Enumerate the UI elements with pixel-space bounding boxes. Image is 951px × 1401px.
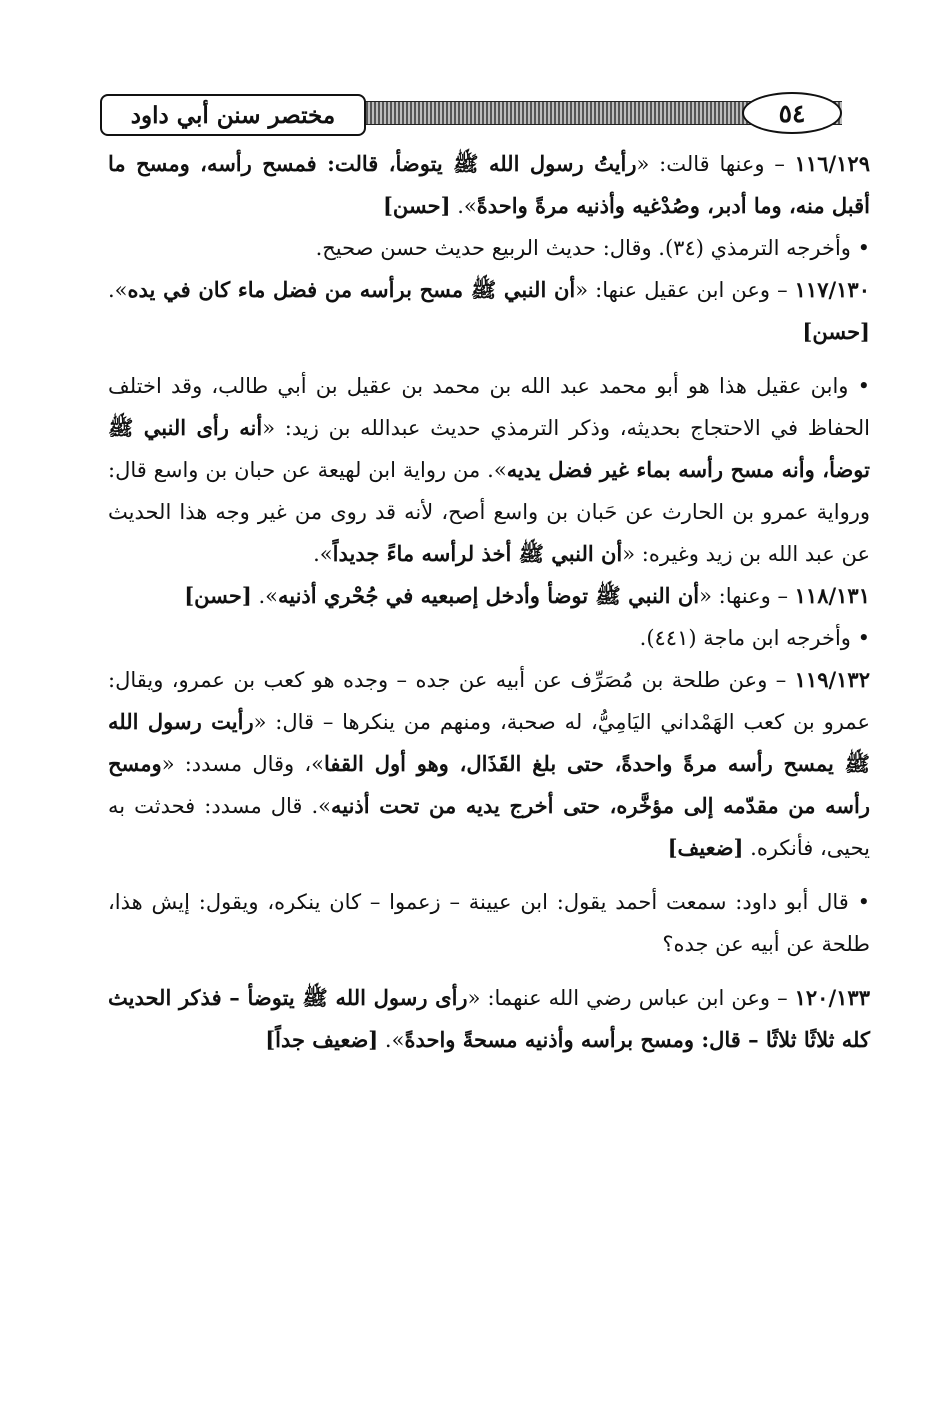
hadith-text: أن النبي ﷺ توضأ وأدخل إصبعيه في جُحْري أذنيه bbox=[277, 583, 700, 608]
commentary-text: ». bbox=[313, 542, 333, 566]
hadith-close: ». قال مسدد: فحدثت به يحيى، فأنكره. bbox=[108, 794, 870, 860]
book-title: مختصر سنن أبي داود bbox=[100, 94, 366, 136]
hadith-text: رأيتُ رسول الله ﷺ يتوضأ، قالت: فمسح رأسه، ومسح ما أقبل منه، وما أدبر، وصُدْغيه وأذنيه مرةً واحدةً bbox=[108, 151, 870, 218]
hadith-text: ومسح رأسه من مقدّمه إلى مؤخَّره، حتى أخرج يديه من تحت أذنيه bbox=[108, 751, 870, 818]
hadith-grade: [حسن] bbox=[184, 583, 252, 608]
hadith-number: ١١٨/١٣١ bbox=[794, 583, 870, 608]
hadith-intro: – وعنها: « bbox=[699, 584, 795, 608]
hadith-number: ١١٦/١٢٩ bbox=[794, 151, 870, 176]
hadith-grade: [ضعيف جداً] bbox=[265, 1027, 379, 1052]
hadith-close: ». bbox=[378, 1028, 405, 1052]
hadith-intro: – وعن طلحة بن مُصَرِّف عن أبيه عن جده – وجده هو كعب بن عمرو، ويقال: عمرو بن كعب الهَمْداني اليَامِيُّ، له صحبة، ومنهم من ينكرها – قال: « bbox=[108, 668, 870, 734]
hadith-text: رأى رسول الله ﷺ يتوضأ – فذكر الحديث كله ثلاثًا ثلاثًا – قال: ومسح برأسه وأذنيه مسحةً واحدةً bbox=[108, 985, 870, 1052]
hadith-grade: [حسن] bbox=[802, 319, 870, 344]
commentary-note bbox=[108, 365, 870, 575]
page-header bbox=[100, 92, 872, 138]
hadith-number: ١٢٠/١٣٣ bbox=[794, 985, 870, 1010]
hadith-text: أن النبي ﷺ مسح برأسه من فضل ماء كان في يده bbox=[127, 277, 576, 302]
hadith-131 bbox=[108, 575, 870, 617]
hadith-text: رأيت رسول الله ﷺ يمسح رأسه مرةً واحدةً، حتى بلغ القَذَال، وهو أول القفا bbox=[108, 709, 870, 776]
hadith-129 bbox=[108, 143, 870, 227]
quoted-text: أنه رأى النبي ﷺ توضأ، وأنه مسح رأسه بماء غير فضل يديه bbox=[108, 415, 870, 482]
hadith-close: ». bbox=[450, 194, 477, 218]
hadith-intro: – وعنها قالت: « bbox=[636, 152, 795, 176]
hadith-intro: – وعن ابن عقيل عنها: « bbox=[575, 278, 795, 302]
hadith-grade: [حسن] bbox=[382, 193, 451, 218]
commentary-text: وابن عقيل هذا هو أبو محمد عبد الله بن محمد بن عقيل بن أبي طالب، وقد اختلف الحفاظ في الاحتجاج بحديثه، وذكر الترمذي حديث عبدالله بن زيد: « bbox=[108, 374, 870, 440]
page-number: ٥٤ bbox=[742, 92, 842, 134]
hadith-number: ١١٧/١٣٠ bbox=[794, 277, 870, 302]
commentary-note: • قال أبو داود: سمعت أحمد يقول: ابن عيينة – زعموا – كان ينكره، ويقول: إيش هذا، طلحة عن أبيه عن جده؟ bbox=[108, 881, 870, 965]
hadith-number: ١١٩/١٣٢ bbox=[794, 667, 870, 692]
quoted-text: أن النبي ﷺ أخذ لرأسه ماءً جديداً bbox=[332, 541, 623, 566]
hadith-132 bbox=[108, 659, 870, 869]
hadith-grade: [ضعيف] bbox=[667, 835, 744, 860]
hadith-130 bbox=[108, 269, 870, 353]
page-body bbox=[108, 143, 870, 1061]
commentary-note: • وأخرجه الترمذي (٣٤). وقال: حديث الربيع حديث حسن صحيح. bbox=[108, 227, 870, 269]
hadith-close: ». bbox=[251, 584, 278, 608]
commentary-note: • وأخرجه ابن ماجة (٤٤١). bbox=[108, 617, 870, 659]
hadith-intro: – وعن ابن عباس رضي الله عنهما: « bbox=[467, 986, 795, 1010]
commentary-text: ». من رواية ابن لهيعة عن حبان بن واسع قال: ورواية عمرو بن الحارث عن حَبان بن واسع أصح، لأنه قد روى من غير وجه هذا الحديث عن عبد الله بن زيد وغيره: « bbox=[108, 458, 870, 566]
hadith-mid: »، وقال مسدد: « bbox=[161, 752, 324, 776]
hadith-133 bbox=[108, 977, 870, 1061]
hadith-close: ». bbox=[108, 278, 128, 302]
